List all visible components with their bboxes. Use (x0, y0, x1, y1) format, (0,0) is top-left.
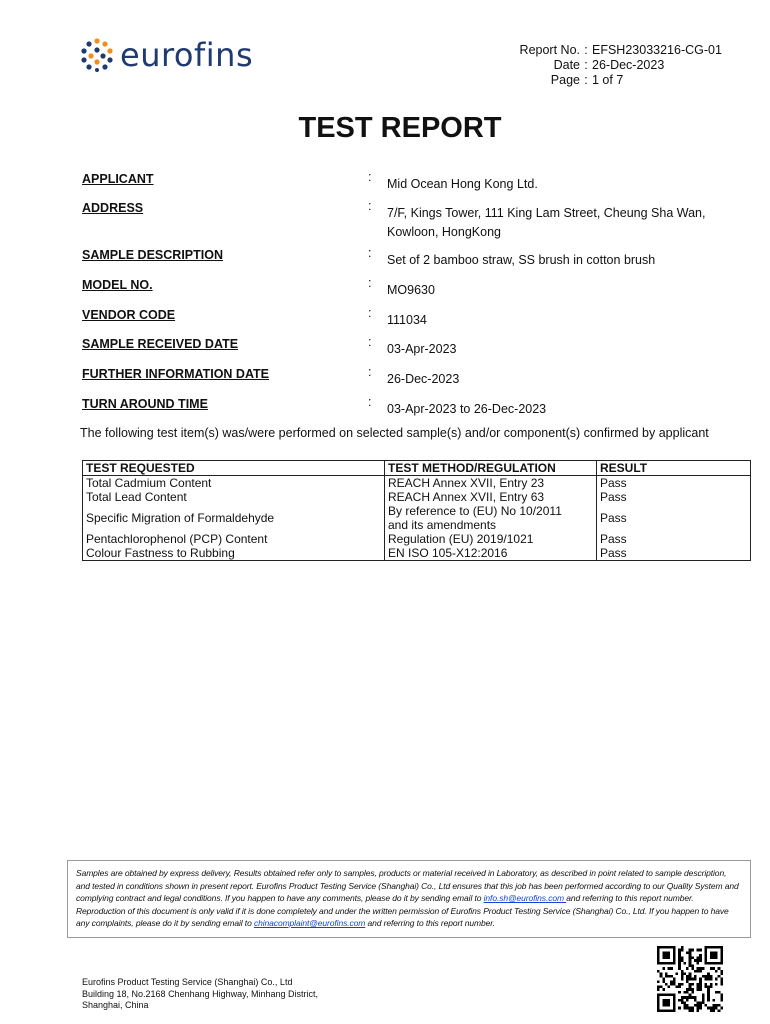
disclaimer-text-1: Samples are obtained by express delivery, Results obtained refer only to samples, products or material received in Laboratory, as described in point related to sample description, and tested in conditions shown in present report. Eurofins Product Testing Service (Shanghai) Co., Ltd ensures that this job has been performed according to our Quality System and complying contract and legal conditions. If you happen to have any comments, please do it by sending email to (76, 868, 739, 903)
test-item: Total Cadmium Content (83, 476, 385, 491)
sample-description-label: SAMPLE DESCRIPTION (82, 248, 223, 262)
test-method: REACH Annex XVII, Entry 23 (385, 476, 597, 491)
field-colon: : (368, 335, 372, 349)
field-colon: : (368, 395, 372, 409)
test-result: Pass (597, 476, 751, 491)
header-test-requested: TEST REQUESTED (83, 461, 385, 476)
report-no-row (510, 43, 722, 58)
field-colon: : (368, 365, 372, 379)
test-method: Regulation (EU) 2019/1021 (385, 532, 597, 546)
test-item: Specific Migration of Formaldehyde (83, 504, 385, 532)
table-row (83, 476, 751, 491)
address-line-1: 7/F, Kings Tower, 111 King Lam Street, Cheung Sha Wan, (387, 206, 706, 220)
eurofins-dots-icon (80, 38, 114, 72)
sample-description-value: Set of 2 bamboo straw, SS brush in cotton brush (387, 253, 656, 267)
disclaimer-box (67, 860, 751, 938)
info-email-link[interactable]: info.sh@eurofins.com (483, 893, 567, 903)
meta-colon: : (584, 73, 588, 87)
address-line-2: Kowloon, HongKong (387, 225, 501, 239)
test-method (385, 504, 597, 532)
model-no-value: MO9630 (387, 283, 435, 297)
footer-address (82, 977, 318, 1012)
footer-line-3: Shanghai, China (82, 1000, 149, 1010)
further-information-date-label: FURTHER INFORMATION DATE (82, 367, 270, 381)
applicant-label: APPLICANT (82, 172, 154, 186)
table-row (83, 490, 751, 504)
test-method-line-1: By reference to (EU) No 10/2011 (388, 504, 562, 518)
model-no-label: MODEL NO. (82, 278, 153, 292)
address-label: ADDRESS (82, 201, 144, 215)
brand-name: eurofins (120, 36, 254, 74)
table-row (83, 532, 751, 546)
page-label: Page (550, 73, 580, 87)
complaint-email-link[interactable]: chinacomplaint@eurofins.com (253, 918, 366, 928)
disclaimer-text-2: and referring to this report number. Reproduction of this document is only valid if it is done completely and under the written permission of Eurofins Product Testing Service (Shanghai) Co., Ltd. If you happen to have any complaints, please do it by sending email to (76, 893, 729, 928)
test-result: Pass (597, 546, 751, 561)
disclaimer-text-3: and referring to this report number. (365, 918, 495, 928)
report-no-label: Report No. (519, 43, 580, 57)
test-method: EN ISO 105-X12:2016 (385, 546, 597, 561)
sample-received-date-value: 03-Apr-2023 (387, 342, 457, 356)
test-item: Pentachlorophenol (PCP) Content (83, 532, 385, 546)
vendor-code-label: VENDOR CODE (82, 308, 176, 322)
applicant-value: Mid Ocean Hong Kong Ltd. (387, 177, 538, 191)
header-result: RESULT (597, 461, 751, 476)
date-label: Date (553, 58, 580, 72)
test-item: Colour Fastness to Rubbing (83, 546, 385, 561)
field-colon: : (368, 246, 372, 260)
test-result: Pass (597, 490, 751, 504)
meta-colon: : (584, 58, 588, 72)
eurofins-logo (80, 38, 253, 72)
qr-code-icon (657, 946, 723, 1012)
page-row (510, 73, 722, 88)
date-value: 26-Dec-2023 (592, 58, 665, 72)
vendor-code-value: 111034 (387, 313, 427, 327)
table-row (83, 546, 751, 561)
sample-received-date-label: SAMPLE RECEIVED DATE (82, 337, 239, 351)
field-colon: : (368, 276, 372, 290)
field-colon: : (368, 199, 372, 213)
page-title: TEST REPORT (298, 112, 502, 144)
test-method: REACH Annex XVII, Entry 63 (385, 490, 597, 504)
header-test-method: TEST METHOD/REGULATION (385, 461, 597, 476)
turn-around-time-value: 03-Apr-2023 to 26-Dec-2023 (387, 402, 547, 416)
test-result: Pass (597, 504, 751, 532)
meta-colon: : (584, 43, 588, 57)
report-no-value: EFSH23033216-CG-01 (592, 43, 722, 57)
footer-line-2: Building 18, No.2168 Chenhang Highway, Minhang District, (82, 988, 318, 999)
test-result: Pass (597, 532, 751, 546)
report-meta (510, 43, 722, 88)
date-row (510, 58, 722, 73)
turn-around-time-label: TURN AROUND TIME (82, 397, 208, 411)
test-method-line-2: and its amendments (388, 518, 497, 532)
footer-line-1: Eurofins Product Testing Service (Shanghai) Co., Ltd (82, 977, 293, 987)
tests-table (82, 460, 751, 561)
field-colon: : (368, 170, 372, 184)
field-colon: : (368, 306, 372, 320)
further-information-date-value: 26-Dec-2023 (387, 372, 460, 386)
page-value: 1 of 7 (592, 73, 624, 87)
table-row (83, 504, 751, 532)
tests-header-row (83, 461, 751, 476)
test-item: Total Lead Content (83, 490, 385, 504)
address-value (387, 204, 747, 242)
intro-text: The following test item(s) was/were performed on selected sample(s) and/or component(s) confirmed by applicant (80, 426, 709, 440)
